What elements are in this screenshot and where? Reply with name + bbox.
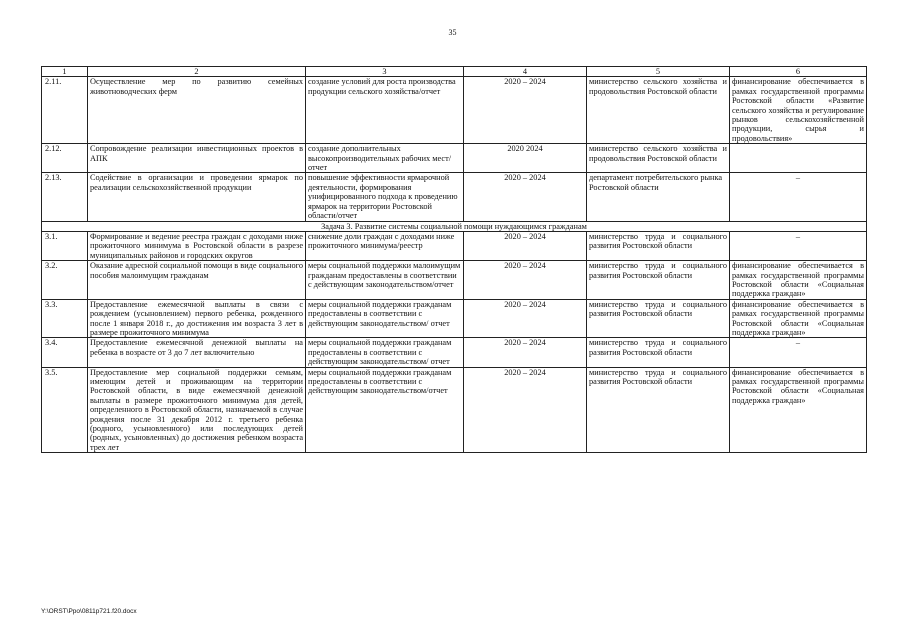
file-path-footer: Y:\ORST\Ppo\0811p721.f20.docx: [41, 608, 137, 615]
period-cell: 2020 – 2024: [464, 77, 587, 144]
table-row: [42, 261, 867, 300]
row-number: 2.13.: [42, 173, 88, 221]
col-header-3: 3: [306, 67, 464, 77]
executor-cell: министерство труда и социального развития Ростовской области: [587, 367, 730, 453]
measure-cell: Формирование и ведение реестра граждан с доходами ниже прожиточного минимума в Ростовской области в разрезе муниципальных районов и городских округов: [88, 231, 306, 260]
result-cell: создание дополнительных высокопроизводительных рабочих мест/отчет: [306, 144, 464, 173]
funding-cell: финансирование обеспечивается в рамках государственной программы Ростовской области «Социальная поддержка граждан»: [730, 261, 867, 300]
period-cell: 2020 – 2024: [464, 367, 587, 453]
task-title: Задача 3. Развитие системы социальной помощи нуждающимся гражданам: [42, 221, 867, 231]
header-row: [42, 67, 867, 77]
measure-cell: Предоставление ежемесячной выплаты в связи с рождением (усыновлением) первого ребенка, рожденного после 1 января 2018 г., до достижения им возраста 3 лет в размере прожиточного минимума: [88, 299, 306, 338]
funding-cell: финансирование обеспечивается в рамках государственной программы Ростовской области «Социальная поддержка граждан»: [730, 367, 867, 453]
row-number: 3.4.: [42, 338, 88, 367]
executor-cell: министерство сельского хозяйства и продовольствия Ростовской области: [587, 77, 730, 144]
funding-cell: [730, 144, 867, 173]
result-cell: меры социальной поддержки гражданам предоставлены в соответствии с действующим законодательством/ отчет: [306, 338, 464, 367]
executor-cell: департамент потребительского рынка Ростовской области: [587, 173, 730, 221]
executor-cell: министерство труда и социального развития Ростовской области: [587, 261, 730, 300]
measure-cell: Осуществление мер по развитию семейных животноводческих ферм: [88, 77, 306, 144]
table-row: [42, 144, 867, 173]
table-row: [42, 299, 867, 338]
period-cell: 2020 2024: [464, 144, 587, 173]
measure-cell: Оказание адресной социальной помощи в виде социального пособия малоимущим гражданам: [88, 261, 306, 300]
measure-cell: Предоставление ежемесячной денежной выплаты на ребенка в возрасте от 3 до 7 лет включительно: [88, 338, 306, 367]
table-row: [42, 77, 867, 144]
funding-cell: финансирование обеспечивается в рамках государственной программы Ростовской области «Развитие сельского хозяйства и регулирование рынков сельскохозяйственной продукции, сырья и продовольствия»: [730, 77, 867, 144]
executor-cell: министерство сельского хозяйства и продовольствия Ростовской области: [587, 144, 730, 173]
row-number: 3.5.: [42, 367, 88, 453]
result-cell: снижение доли граждан с доходами ниже прожиточного минимума/реестр: [306, 231, 464, 260]
measure-cell: Сопровождение реализации инвестиционных проектов в АПК: [88, 144, 306, 173]
result-cell: меры социальной поддержки гражданам предоставлены в соответствии с действующим законодательством/отчет: [306, 367, 464, 453]
row-number: 2.12.: [42, 144, 88, 173]
executor-cell: министерство труда и социального развития Ростовской области: [587, 299, 730, 338]
period-cell: 2020 – 2024: [464, 231, 587, 260]
row-number: 3.1.: [42, 231, 88, 260]
row-number: 3.2.: [42, 261, 88, 300]
table-row: [42, 338, 867, 367]
col-header-5: 5: [587, 67, 730, 77]
measures-table: [41, 66, 867, 453]
page-number: 35: [448, 28, 457, 37]
period-cell: 2020 – 2024: [464, 338, 587, 367]
col-header-2: 2: [88, 67, 306, 77]
result-cell: меры социальной поддержки малоимущим гражданам предоставлены в соответствии с действующим законодательством/отчет: [306, 261, 464, 300]
funding-cell: –: [730, 173, 867, 221]
funding-cell: –: [730, 338, 867, 367]
task-row: [42, 221, 867, 231]
executor-cell: министерство труда и социального развития Ростовской области: [587, 231, 730, 260]
measure-cell: Предоставление мер социальной поддержки семьям, имеющим детей и проживающим на территории Ростовской области, в виде ежемесячной денежной выплаты в размере прожиточного минимума для детей, определенного в Ростовской области, назначаемой в случае рождения после 31 декабря 2012 г. третьего ребенка (родного, усыновленного) или последующих детей (родных, усыновленных) до достижения ребенком возраста трех лет: [88, 367, 306, 453]
col-header-4: 4: [464, 67, 587, 77]
funding-cell: –: [730, 231, 867, 260]
funding-cell: финансирование обеспечивается в рамках государственной программы Ростовской области «Социальная поддержка граждан»: [730, 299, 867, 338]
executor-cell: министерство труда и социального развития Ростовской области: [587, 338, 730, 367]
row-number: 3.3.: [42, 299, 88, 338]
row-number: 2.11.: [42, 77, 88, 144]
result-cell: повышение эффективности ярмарочной деятельности, формирования унифицированного подхода к проведению ярмарок на территории Ростовской области/отчет: [306, 173, 464, 221]
col-header-1: 1: [42, 67, 88, 77]
table-row: [42, 231, 867, 260]
col-header-6: 6: [730, 67, 867, 77]
period-cell: 2020 – 2024: [464, 173, 587, 221]
result-cell: меры социальной поддержки гражданам предоставлены в соответствии с действующим законодательством/ отчет: [306, 299, 464, 338]
result-cell: создание условий для роста производства продукции сельского хозяйства/отчет: [306, 77, 464, 144]
table-row: [42, 367, 867, 453]
period-cell: 2020 – 2024: [464, 299, 587, 338]
table-row: [42, 173, 867, 221]
period-cell: 2020 – 2024: [464, 261, 587, 300]
measure-cell: Содействие в организации и проведении ярмарок по реализации сельскохозяйственной продукции: [88, 173, 306, 221]
